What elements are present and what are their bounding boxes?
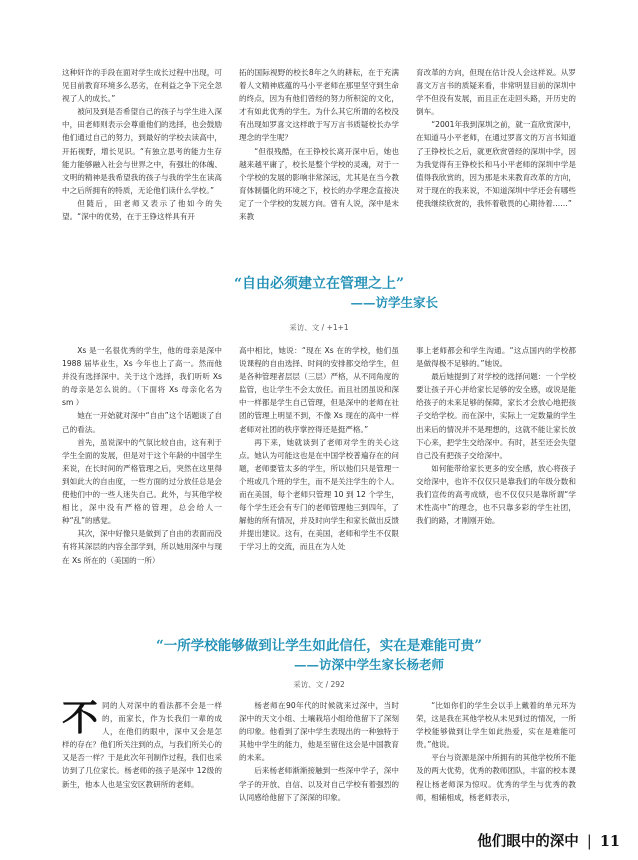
- top-column-3: [416, 66, 576, 223]
- article-2-column-3: [416, 699, 576, 804]
- paragraph: 后来杨老师渐渐接触到一些深中学子，深中学子的开放、自信、以及对自己学校有着强烈的认同感给他留下了深深的印象。: [239, 766, 399, 802]
- article-2-byline: 采访、文 / 292: [293, 680, 345, 689]
- paragraph: 拓的国际视野的校长8年之久的耕耘，在于充满着人文精神底蕴的马小平老师在那里坚守到生命的终点，因为有他们曾经的努力所积淀的文化，才有如此优秀的学生。为什么其它所谓的名校没有出现如罗喜文这样敢于写万言书质疑校长办学理念的学生呢？: [239, 68, 399, 143]
- paragraph: 如何能带给家长更多的安全感，放心将孩子交给深中，也许不仅仅只是靠我们的年级分数和我们宣传的高考成绩，也不仅仅只是靠所谓“学术性高中”的理念，也不只靠多彩的学生社团，我们的路，才刚刚开始。: [416, 463, 576, 526]
- paragraph: 被问及到是否希望自己的孩子与学生进入深中，田老师则表示会尊重他们的选择，也会鼓励他们通过自己的努力，到最好的学校去读高中，开拓视野，增长见识。“有独立思考的能力生存能力能够融入社会与世界之中，有强壮的体魄、文明的精神是我希望我的孩子与我的学生在读高中之后所拥有的特质，无论他们读什么学校。”: [62, 107, 222, 195]
- paragraph: 平台与资源是深中所拥有的其他学校所不能及的两大优势，优秀的教师团队，丰富的校本课程让杨老师深为惊叹。优秀的学生与优秀的教师，相辅相成，杨老师表示，: [416, 753, 576, 802]
- paragraph: 她在一开始就对深中“自由”这个话题谈了自己的看法。: [62, 411, 222, 434]
- paragraph: 其次，深中好像只是做到了自由的表面而没有将其深层的内容全部学到，所以她用深中与现在 Xs 所在的（美国的一所）: [62, 529, 222, 565]
- paragraph: 首先，虽说深中的气氛比较自由，这有利于学生全面的发展，但是对于这个年龄的中国学生来说，在长时间的严格管理之后，突然在这里得到如此大的自由度，一些方面的过分放任总是会使他们中的一些人迷失自己。此外，与其他学校相比，深中没有严格的管理，总会给人一种“乱”的感觉。: [62, 437, 222, 526]
- drop-cap: 不: [62, 697, 99, 739]
- paragraph: “2001年我到深圳之前，就一直欣赏深中，在知道马小平老师，在通过罗喜文的万言书知道了王铮校长之后，就更欣赏曾经的深圳中学，因为我觉得有王铮校长和马小平老师的深圳中学是值得我欣赏的，因为那是未来教育改革的方向，对于现在的我来说，不知道深圳中学还会有哪些使我继续欣赏的，我怀着敬畏的心期待着……”: [416, 120, 576, 208]
- article-1-title: “自由必须建立在管理之上”: [233, 276, 405, 292]
- paragraph: “比如你们的学生会以手上戴着的单元环为荣，这是我在其他学校从未见到过的情况，一所学校能够做到让学生如此热爱，实在是难能可贵。”他说。: [416, 701, 576, 750]
- top-column-2: [239, 66, 399, 223]
- article-1-column-1: [62, 344, 222, 567]
- article-1-byline: 采访、文 / +1+1: [289, 323, 349, 332]
- paragraph: Xs 是一名很优秀的学生，他的母亲是深中 1988 届毕业生，Xs 今年也上了高一。然而他并没有选择深中。关于这个选择，我们听听 Xs 的母亲是怎么说的。（下面将 Xs 母亲化名为 sm ）: [62, 346, 222, 408]
- article-2-column-1: [62, 699, 222, 804]
- paragraph: 同的人对深中的看法都不会是一样的，而家长，作为长我们一辈的成人，在他们的眼中，深中又会是怎样的存在？他们所关注到的点，与我们所关心的又是否一样？于是此次年刊制作过程，我们也采访到了几位家长。杨老师的孩子是深中 12级的新生，他本人也是宝安区教研所的老师。: [62, 701, 222, 789]
- section-title: 他们眼中的深中: [477, 833, 579, 850]
- separator: |: [586, 834, 592, 850]
- paragraph: 最后她提到了对学校的选择问题：一个学校要让孩子开心并给家长足够的安全感，或说是能给孩子的未来足够的保障，家长才会放心地把孩子交给学校。而在深中，实际上一定数量的学生出来后的情况并不是理想的，这就不能让家长放下心来，把学生交给深中。有时，甚至还会失望自己没有把孩子交给深中。: [416, 372, 576, 460]
- paragraph: 这种奸诈的手段在面对学生成长过程中出现，可见目前教育环境多么恶劣，在利益之争下完全忽视了人的成长。”: [62, 68, 222, 104]
- page-footer: [438, 830, 620, 851]
- paragraph: “但很残酷，在王铮校长离开深中后，她也越来越平庸了，校长是整个学校的灵魂，对于一个学校的发展的影响非常深远，尤其是在当今教育体制僵化的环境之下，校长的办学理念直接决定了一个学校的发展方向。曾有人说，深中是未来教: [239, 146, 399, 222]
- paragraph: 高中相比，她说：“现在 Xs 在的学校，他们虽说课程的自由选择、时间的安排都交给学生，但是各种管理者层层（三层）严格，从不同角度的监管，也让学生不会太放任。而且社团虽说和深中一样都是学生自己管理，但是深中的老师在社团的管理上明显不到，不像 Xs 现在的高中一样老师对社团的秩序掌控得还是挺严格。”: [239, 346, 399, 434]
- page-number: 11: [599, 833, 620, 850]
- top-continuation: [62, 66, 576, 223]
- article-1-column-2: [239, 344, 399, 567]
- article-1-column-3: [416, 344, 576, 567]
- article-2-column-2: [239, 699, 399, 804]
- article-2-title: “一所学校能够做到让学生如此信任，实在是难能可贵”: [155, 638, 483, 654]
- article-1-body: [62, 344, 576, 567]
- paragraph: 再下来，她就谈到了老师对学生的关心这点。她认为可能这也是在中国学校普遍存在的问题，老师要管太多的学生，所以他们只是管理一个班或几个班的学生，而不是关注学生的个人。而在美国，每个老师只管理 10 到 12 个学生，每个学生还会有专门的老师管理他三到四年，了解他的所有情况，并及时向学生和家长做出反馈并提出建议。这有，在美国，老师和学生不仅限于学习上的交流，而且在为人处: [239, 437, 399, 552]
- article-1-subtitle: ——访学生家长: [350, 295, 438, 310]
- top-column-1: [62, 66, 222, 223]
- article-2-body: [62, 699, 576, 804]
- paragraph: 事上老师都会和学生沟通。“这点国内的学校都是做得极不足够的。”她说。: [416, 346, 576, 369]
- paragraph: 但随后，田老师又表示了他如今的失望。“深中的优势，在于王铮这样具有开: [62, 198, 222, 222]
- paragraph: 杨老师在90年代的时候就来过深中，当时深中的天文小组、土壤栽培小组给他留下了深刻的印象。他看到了深中学生表现出的一种独特于其他中学生的能力，他是至留住这会是中国教育的未来。: [239, 701, 399, 763]
- article-2-subtitle: ——访深中学生家长杨老师: [293, 657, 444, 672]
- paragraph: 育改革的方向，但现在估计没人会这样说。从罗喜文万言书的质疑来看，非常明显目前的深圳中学不但没有发展，而且正在走回头路，开历史的倒车。: [416, 68, 576, 117]
